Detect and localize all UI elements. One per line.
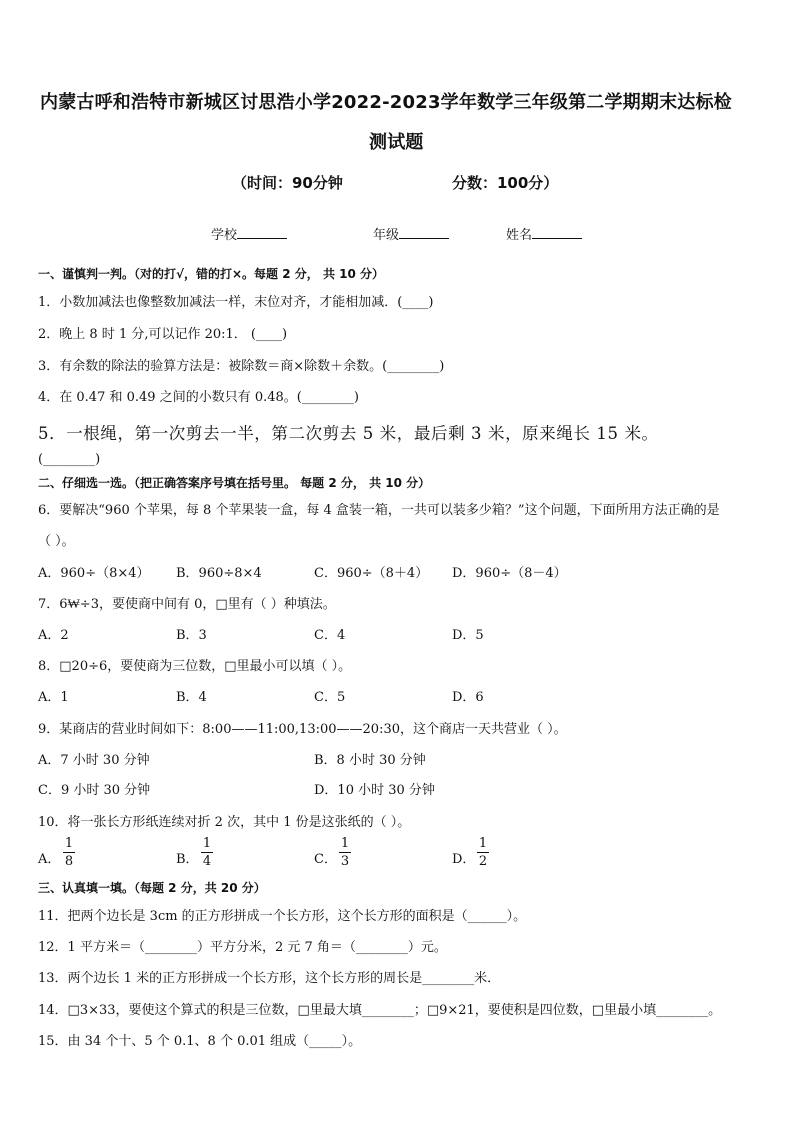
question-5: 5．一根绳，第一次剪去一半，第二次剪去 5 米，最后剩 3 米，原来绳长 15 米。 [38, 424, 659, 443]
q7-option-d: D．5 [452, 628, 484, 643]
q7-option-a: A．2 [38, 628, 69, 643]
question-7: 7．6₩÷3，要使商中间有 0，□里有（ ）种填法。 [38, 597, 336, 612]
q6-option-c: C．960÷（8＋4） [314, 566, 429, 581]
question-1: 1．小数加减法也像整数加减法一样，末位对齐，才能相加减．(____) [38, 295, 434, 310]
exam-time: （时间：90分钟 [232, 174, 343, 192]
q9-option-b: B．8 小时 30 分钟 [314, 753, 426, 768]
q10-option-b-fraction [201, 836, 213, 869]
section1-heading: 一、谨慎判一判。（对的打√，错的打×。每题 2 分， 共 10 分） [38, 267, 384, 281]
name-field [506, 224, 582, 243]
fraction-numerator: 1 [202, 836, 212, 851]
question-6: 6．要解决“960 个苹果，每 8 个苹果装一盒，每 4 盒装一箱，一共可以装多少箱？”这个问题，下面所用方法正确的是 [38, 503, 720, 518]
q7-option-c: C．4 [314, 628, 346, 643]
fraction-numerator: 1 [478, 836, 488, 851]
grade-blank [399, 226, 449, 239]
school-blank [237, 226, 287, 239]
q6-option-b: B．960÷8×4 [176, 566, 262, 581]
name-label: 姓名 [506, 228, 533, 243]
q8-option-c: C．5 [314, 690, 346, 705]
school-field [211, 224, 287, 243]
question-10: 10．将一张长方形纸连续对折 2 次，其中 1 份是这张纸的（ ）。 [38, 815, 411, 830]
grade-field [373, 224, 449, 243]
question-11: 11．把两个边长是 3cm 的正方形拼成一个长方形，这个长方形的面积是（______）。 [38, 909, 527, 924]
q7-option-b: B．3 [176, 628, 207, 643]
q10-option-a-fraction [63, 836, 75, 869]
question-4: 4．在 0.47 和 0.49 之间的小数只有 0.48。(________) [38, 390, 359, 405]
question-13: 13．两个边长 1 米的正方形拼成一个长方形，这个长方形的周长是________米． [38, 971, 501, 986]
q10-option-d-letter: D． [452, 852, 476, 867]
q9-option-a: A．7 小时 30 分钟 [38, 753, 150, 768]
q6-option-d: D．960÷（8－4） [452, 566, 567, 581]
fraction-denominator: 4 [202, 854, 212, 869]
question-2: 2．晚上 8 时 1 分,可以记作 20:1． (____) [38, 327, 288, 342]
name-blank [532, 226, 582, 239]
question-12: 12．1 平方米＝（________）平方分米，2 元 7 角＝（________）元。 [38, 940, 447, 955]
fraction-denominator: 2 [478, 854, 488, 869]
section3-heading: 三、认真填一填。（每题 2 分，共 20 分） [38, 881, 266, 895]
q10-option-a-letter: A． [38, 852, 61, 867]
question-8: 8．□20÷6，要使商为三位数，□里最小可以填（ ）。 [38, 659, 352, 674]
q9-option-d: D．10 小时 30 分钟 [314, 783, 435, 798]
q8-option-b: B．4 [176, 690, 207, 705]
q8-option-a: A．1 [38, 690, 69, 705]
question-15: 15．由 34 个十、5 个 0.1、8 个 0.01 组成（_____）。 [38, 1034, 362, 1049]
q10-option-c-fraction [339, 836, 351, 869]
q10-option-c-letter: C． [314, 852, 337, 867]
q10-option-d-fraction [477, 836, 489, 869]
fraction-numerator: 1 [340, 836, 350, 851]
question-9: 9．某商店的营业时间如下：8:00——11:00,13:00——20:30，这个商店一天共营业（ ）。 [38, 722, 567, 737]
question-6-paren: （ ）。 [38, 534, 75, 549]
question-3: 3．有余数的除法的验算方法是：被除数＝商×除数＋余数。(________) [38, 359, 445, 374]
page-title-line2: 测试题 [369, 132, 424, 153]
q8-option-d: D．6 [452, 690, 484, 705]
fraction-denominator: 8 [64, 854, 74, 869]
exam-score: 分数：100分） [452, 174, 559, 192]
page-title-line1: 内蒙古呼和浩特市新城区讨思浩小学2022-2023学年数学三年级第二学期期末达标检 [40, 92, 732, 113]
fraction-numerator: 1 [64, 836, 74, 851]
q9-option-c: C．9 小时 30 分钟 [38, 783, 151, 798]
q6-option-a: A．960÷（8×4） [38, 566, 150, 581]
question-5-blank: (________) [38, 452, 101, 467]
question-14: 14．□3×33，要使这个算式的积是三位数，□里最大填________；□9×21，要使积是四位数，□里最小填________。 [38, 1003, 722, 1018]
q10-option-b-letter: B． [176, 852, 199, 867]
school-label: 学校 [211, 228, 238, 243]
fraction-denominator: 3 [340, 854, 350, 869]
section2-heading: 二、仔细选一选。（把正确答案序号填在括号里。 每题 2 分， 共 10 分） [38, 476, 431, 490]
grade-label: 年级 [373, 228, 400, 243]
